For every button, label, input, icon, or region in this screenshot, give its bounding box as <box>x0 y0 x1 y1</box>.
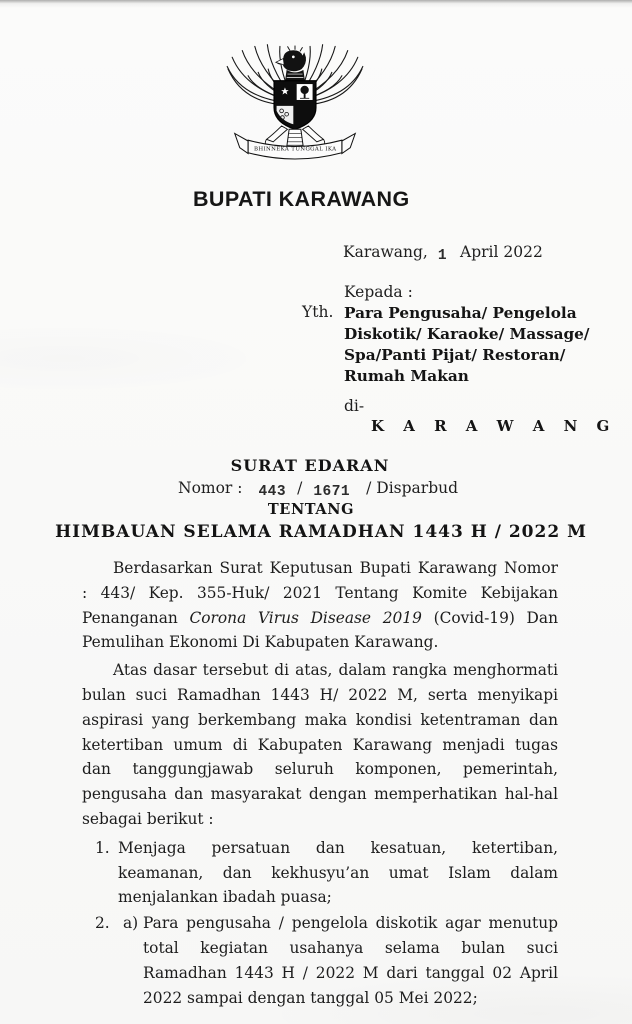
recipient-line: Rumah Makan <box>344 367 469 385</box>
recipient-line: Diskotik/ Karaoke/ Massage/ <box>344 325 590 343</box>
yth-label: Yth. <box>302 303 334 321</box>
di-label: di- <box>344 397 365 415</box>
paragraph-1-italic: Corona Virus Disease 2019 <box>189 608 422 627</box>
scan-edge-shadow <box>0 0 632 8</box>
recipient-line: Spa/Panti Pijat/ Restoran/ <box>344 346 566 364</box>
dateline <box>343 243 543 262</box>
nomor-suffix: / Disparbud <box>366 479 459 497</box>
kepada-label: Kepada : <box>344 283 413 301</box>
list-item-1-marker: 1. <box>95 838 110 857</box>
nomor-slash: / <box>297 479 303 497</box>
nomor-number-second: 1671 <box>313 483 351 500</box>
recipient-block <box>344 303 590 387</box>
numbered-list <box>82 836 558 1011</box>
paragraph-1-post: (Covid-19) Dan Pemulihan Ekonomi Di Kabupaten Karawang. <box>82 608 558 652</box>
recipient-line: Para Pengusaha/ Pengelola <box>344 304 577 322</box>
garuda-pancasila-emblem <box>223 32 367 178</box>
dateline-monthyear: April 2022 <box>460 243 543 261</box>
letter-body <box>82 556 558 1010</box>
letterhead-title: BUPATI KARAWANG <box>193 187 410 211</box>
list-item-2-submarker: a) <box>123 914 139 933</box>
paragraph-1-pre: Berdasarkan Surat Keputusan Bupati Karawang Nomor : 443/ Kep. 355-Huk/ 2021 Tentang Komite Kebijakan Penanganan <box>82 559 558 627</box>
subject-title: HIMBAUAN SELAMA RAMADHAN 1443 H / 2022 M <box>55 522 587 542</box>
list-item-1 <box>82 836 558 910</box>
emblem-banner-text: BHINNEKA TUNGGAL IKA <box>253 146 337 153</box>
list-item-2-marker: 2. <box>95 914 110 933</box>
paragraph-1 <box>82 556 558 655</box>
dateline-place: Karawang, <box>343 243 428 261</box>
list-item-1-text: Menjaga persatuan dan kesatuan, ketertiban, keamanan, dan kekhusyu’an umat Islam dalam menjalankan ibadah puasa; <box>118 838 558 907</box>
nomor-label: Nomor : <box>178 479 243 497</box>
nomor-line <box>178 479 458 498</box>
doc-type-title: SURAT EDARAN <box>230 456 390 475</box>
city-label: K A R A W A N G <box>371 417 617 435</box>
tentang-label: TENTANG <box>267 501 355 518</box>
paragraph-2: Atas dasar tersebut di atas, dalam rangka menghormati bulan suci Ramadhan 1443 H/ 2022 M, serta menyikapi aspirasi yang berkembang maka kondisi ketentraman dan ketertiban umum di Kabupaten Karawang menjadi tugas dan tanggungjawab seluruh komponen, pemerintah, pengusaha dan masyarakat dengan memperhatikan hal-hal sebagai berikut : <box>82 661 558 828</box>
dateline-day-typed: 1 <box>437 247 448 264</box>
nomor-number-first: 443 <box>258 483 287 500</box>
list-item-2 <box>82 911 558 1010</box>
list-item-2-text: Para pengusaha / pengelola diskotik agar menutup total kegiatan usahanya selama bulan suci Ramadhan 1443 H / 2022 M dari tanggal 02 April 2022 sampai dengan tanggal 05 Mei 2022; <box>143 914 558 1007</box>
